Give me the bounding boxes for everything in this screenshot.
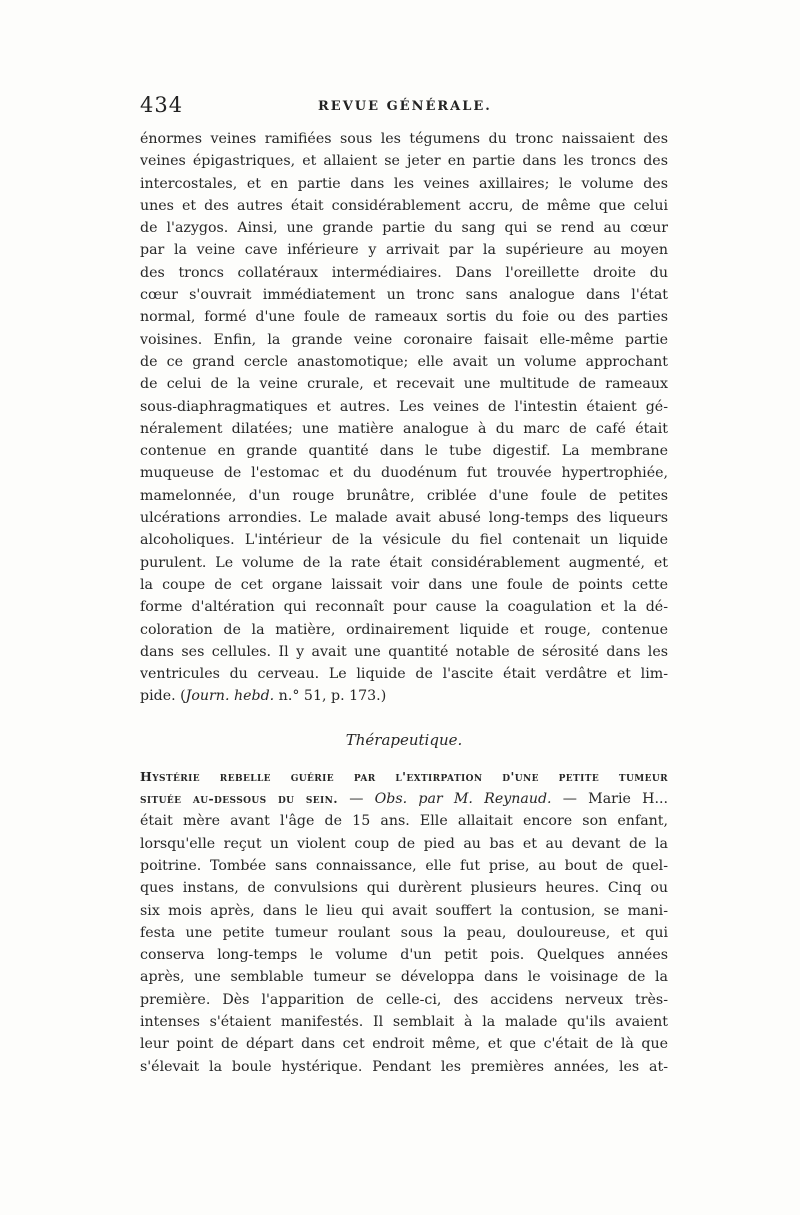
text-line: leur point de départ dans cet endroit même, et que c'était de là que xyxy=(140,1036,668,1053)
journal-reference: Journ. hebd. xyxy=(185,688,275,705)
text-line: intercostales, et en partie dans les veines axillaires; le volume des xyxy=(140,175,668,192)
patient-name: — Marie H... xyxy=(551,791,668,808)
text-line: veines épigastriques, et allaient se jeter en partie dans les troncs des xyxy=(140,153,668,170)
text-line: lorsqu'elle reçut un violent coup de pied au bas et au devant de la xyxy=(140,835,668,852)
page-header xyxy=(140,93,660,123)
text-line: purulent. Le volume de la rate était considérablement augmenté, et xyxy=(140,554,668,571)
observation-author: Obs. par M. Reynaud. xyxy=(374,791,552,808)
text-line: de l'azygos. Ainsi, une grande partie du sang qui se rend au cœur xyxy=(140,220,668,237)
text-line: unes et des autres était considérablement accru, de même que celui xyxy=(140,197,668,214)
text-line: première. Dès l'apparition de celle-ci, des accidens nerveux très- xyxy=(140,991,668,1008)
text-line: de celui de la veine crurale, et recevait une multitude de rameaux xyxy=(140,376,668,393)
paragraph-hysteria xyxy=(140,766,668,1078)
text-line: ulcérations arrondies. Le malade avait abusé long-temps des liqueurs xyxy=(140,510,668,527)
text-line: de ce grand cercle anastomotique; elle avait un volume approchant xyxy=(140,353,668,370)
text-line: ques instans, de convulsions qui durèrent plusieurs heures. Cinq ou xyxy=(140,880,668,897)
text-line: voisines. Enfin, la grande veine coronaire faisait elle-même partie xyxy=(140,331,668,348)
text-line: par la veine cave inférieure y arrivait par la supérieure au moyen xyxy=(140,242,668,259)
text-line: sous-diaphragmatiques et autres. Les veines de l'intestin étaient gé- xyxy=(140,398,668,415)
text-line: néralement dilatées; une matière analogue à du marc de café était xyxy=(140,420,668,437)
text-line: six mois après, dans le lieu qui avait souffert la contusion, se mani- xyxy=(140,902,668,919)
page-number: 434 xyxy=(140,93,184,117)
text-line: alcoholiques. L'intérieur de la vésicule du fiel contenait un liquide xyxy=(140,532,668,549)
body-text xyxy=(140,128,668,1078)
text-line: était mère avant l'âge de 15 ans. Elle allaitait encore son enfant, xyxy=(140,813,668,830)
text-line: festa une petite tumeur roulant sous la peau, douloureuse, et qui xyxy=(140,924,668,941)
citation-suffix: n.° 51, p. 173.) xyxy=(274,688,387,705)
article-title-line xyxy=(140,766,668,788)
text-line: cœur s'ouvrait immédiatement un tronc sans analogue dans l'état xyxy=(140,287,668,304)
text-line-citation xyxy=(140,685,668,707)
text-line: normal, formé d'une foule de rameaux sortis du foie ou des parties xyxy=(140,309,668,326)
text-line: intenses s'étaient manifestés. Il semblait à la malade qu'ils avaient xyxy=(140,1013,668,1030)
running-head: REVUE GÉNÉRALE. xyxy=(318,99,492,114)
text-line: conserva long-temps le volume d'un petit pois. Quelques années xyxy=(140,947,668,964)
text-line: s'élevait la boule hystérique. Pendant les premières années, les at- xyxy=(140,1058,668,1075)
text-line: coloration de la matière, ordinairement liquide et rouge, contenue xyxy=(140,621,668,638)
paragraph-autopsy xyxy=(140,128,668,708)
section-title: Thérapeutique. xyxy=(345,730,463,749)
text-line-title-obs xyxy=(140,788,668,810)
text-line: après, une semblable tumeur se développa dans le voisinage de la xyxy=(140,969,668,986)
text-line: des troncs collatéraux intermédiaires. Dans l'oreillette droite du xyxy=(140,264,668,281)
article-title-continued: située au-dessous du sein. xyxy=(140,791,339,807)
text-line: énormes veines ramifiées sous les tégumens du tronc naissaient des xyxy=(140,131,668,147)
text-line: dans ses cellules. Il y avait une quantité notable de sérosité dans les xyxy=(140,643,668,660)
text-line: ventricules du cerveau. Le liquide de l'ascite était verdâtre et lim- xyxy=(140,666,668,683)
text-line: forme d'altération qui reconnaît pour cause la coagulation et la dé- xyxy=(140,599,668,616)
text-line: poitrine. Tombée sans connaissance, elle fut prise, au bout de quel- xyxy=(140,857,668,874)
text-line: contenue en grande quantité dans le tube digestif. La membrane xyxy=(140,443,668,460)
text-line: muqueuse de l'estomac et du duodénum fut trouvée hypertrophiée, xyxy=(140,465,668,482)
dash-separator: — xyxy=(338,791,375,808)
text-line: mamelonnée, d'un rouge brunâtre, criblée d'une foule de petites xyxy=(140,487,668,504)
citation-prefix: pide. ( xyxy=(140,688,186,705)
text-line: la coupe de cet organe laissait voir dans une foule de points cette xyxy=(140,576,668,593)
article-title: Hystérie rebelle guérie par l'extirpation d'une petite tumeur xyxy=(140,768,668,784)
